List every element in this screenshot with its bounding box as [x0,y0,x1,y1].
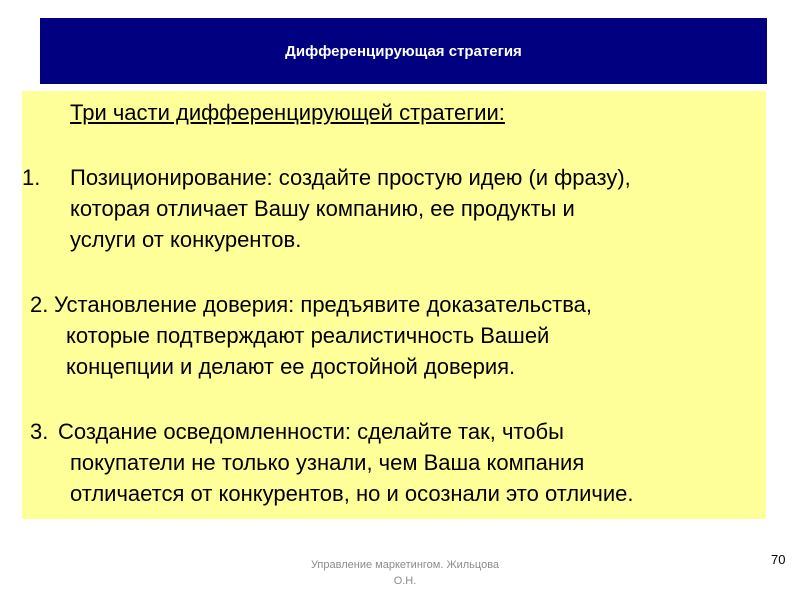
content-box [22,91,766,519]
slide-title: Дифференцирующая стратегия [285,42,522,60]
slide-title-bar [40,18,767,84]
list-item-text-line: Создание осведомленности: сделайте так, чтобы [58,419,564,444]
list-item [22,416,634,509]
list-item [22,289,592,382]
list-item-text-line: Установление доверия: предъявите доказательства, [54,292,592,317]
list-item-text-line: которые подтверждают реалистичность Вашей [66,323,550,348]
list-item [22,162,631,255]
list-item-text-line: покупатели не только узнали, чем Ваша компания [70,450,585,475]
footer-initials-line: О.Н. [393,575,417,587]
list-item-number: 3. [30,419,49,444]
list-item-number: 2. [30,292,49,317]
page-number: 70 [771,552,786,567]
list-item-number: 1. [22,165,41,190]
list-item-text-line: которая отличает Вашу компанию, ее продукты и [70,196,575,221]
footer-author-line: Управление маркетингом. Жильцова [310,559,500,571]
list-item-text-line: отличается от конкурентов, но и осознали это отличие. [70,481,634,506]
list-item-text-line: услуги от конкурентов. [70,227,302,252]
list-item-text-line: концепции и делают ее достойной доверия. [66,354,516,379]
list-item-text-line: Позиционирование: создайте простую идею (и фразу), [70,165,631,190]
slide-footer [270,557,540,589]
content-heading: Три части дифференцирующей стратегии: [70,100,505,125]
